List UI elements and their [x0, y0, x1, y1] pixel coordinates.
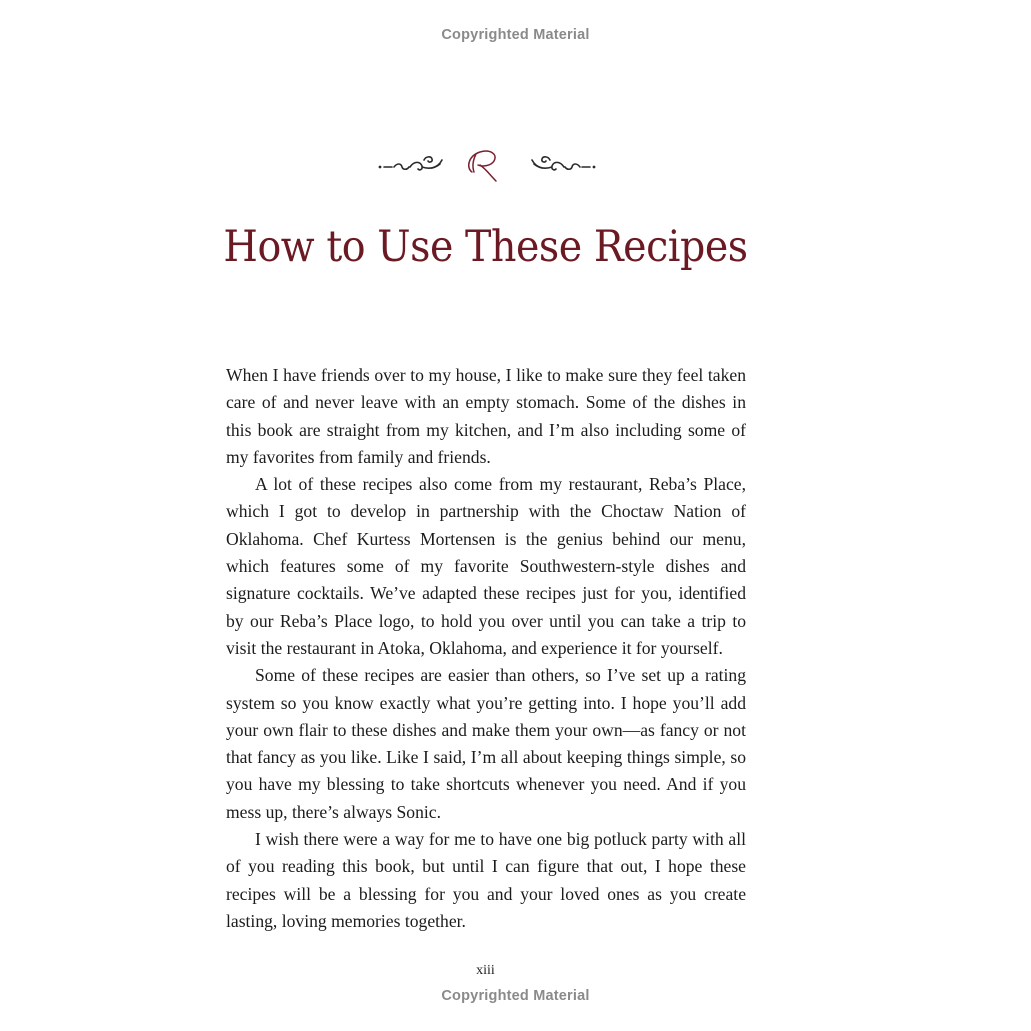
- copyright-watermark-top: Copyrighted Material: [441, 27, 590, 43]
- paragraph: Some of these recipes are easier than others, so I’ve set up a rating system so you know exactly what you’re getting into. I hope you’ll add your own flair to these dishes and make them your own—as fancy or not that fancy as you like. Like I said, I’m all about keeping things simple, so you have my blessing to take shortcuts whenever you need. And if you mess up, there’s always Sonic.: [226, 665, 746, 822]
- paragraph: A lot of these recipes also come from my restaurant, Reba’s Place, which I got to develop in partnership with the Choctaw Nation of Oklahoma. Chef Kurtess Mortensen is the genius behind our menu, which features some of my favorite Southwestern-style dishes and signature cocktails. We’ve adapted these recipes just for you, identified by our Reba’s Place logo, to hold you over until you can take a trip to visit the restaurant in Atoka, Oklahoma, and experience it for yourself.: [226, 474, 746, 658]
- copyright-watermark-bottom: Copyrighted Material: [441, 988, 590, 1004]
- page-title: How to Use These Recipes: [223, 222, 748, 272]
- page-number: xiii: [476, 963, 495, 978]
- flourish-ornament-icon: [376, 146, 598, 184]
- body-text: [226, 362, 746, 935]
- paragraph: I wish there were a way for me to have one big potluck party with all of you reading this book, but until I can figure that out, I hope these recipes will be a blessing for you and your loved ones as you create lasting, loving memories together.: [226, 829, 746, 931]
- paragraph: When I have friends over to my house, I like to make sure they feel taken care of and never leave with an empty stomach. Some of the dishes in this book are straight from my kitchen, and I’m also including some of my favorites from family and friends.: [226, 365, 746, 467]
